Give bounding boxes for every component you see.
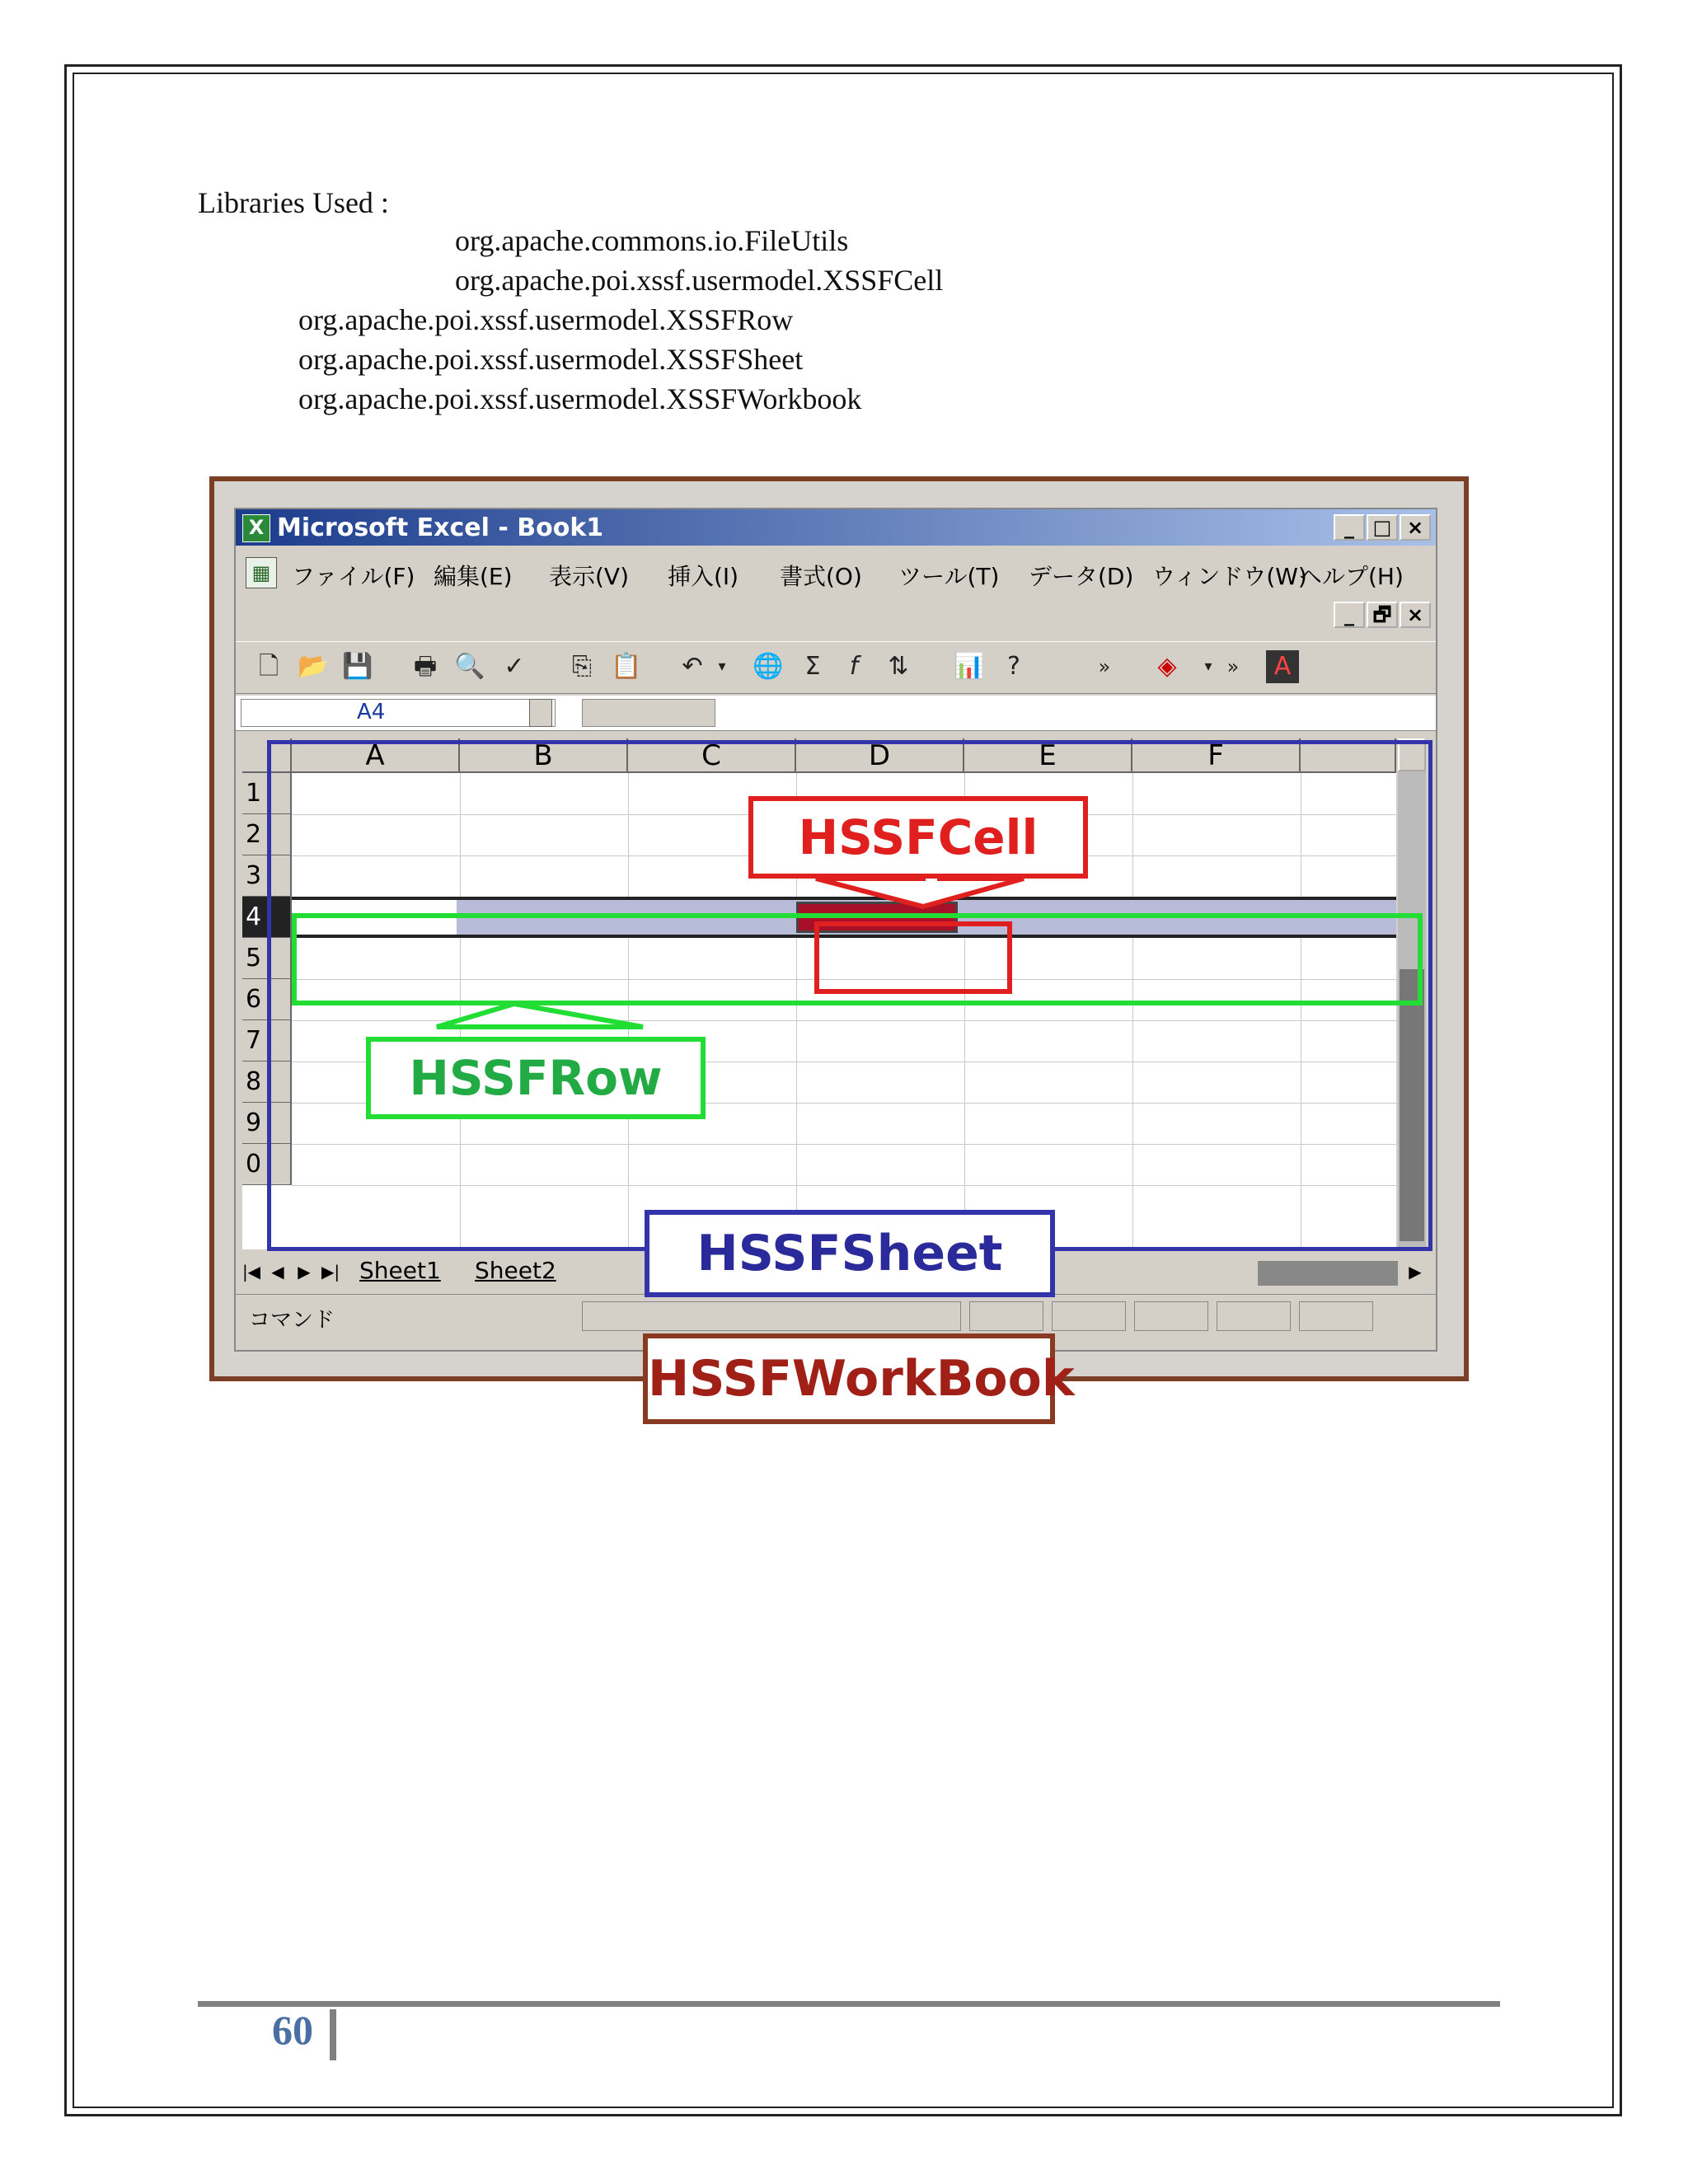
library-item: org.apache.poi.xssf.usermodel.XSSFSheet (298, 343, 804, 376)
undo-dropdown-icon[interactable]: ▾ (718, 658, 726, 675)
menu-help[interactable]: ヘルプ(H) (1299, 563, 1404, 590)
prev-sheet-icon[interactable]: ◀ (271, 1262, 284, 1282)
more-buttons-2-icon[interactable]: » (1226, 655, 1240, 678)
scroll-right-icon[interactable]: ▶ (1409, 1262, 1422, 1282)
row-callout-arrow (437, 1004, 643, 1027)
row-header[interactable]: 6 (242, 979, 292, 1020)
library-item: org.apache.poi.xssf.usermodel.XSSFWorkbook (298, 382, 862, 415)
function-icon[interactable]: f (849, 652, 859, 681)
menu-insert[interactable]: 挿入(I) (668, 563, 739, 590)
new-icon[interactable]: 🗋 (258, 652, 279, 681)
print-preview-icon[interactable]: 🔍 (454, 652, 485, 681)
library-item: org.apache.commons.io.FileUtils (455, 224, 849, 257)
more-buttons-icon[interactable]: » (1098, 655, 1111, 678)
workbook-restore-button[interactable]: 🗗 (1367, 602, 1398, 628)
row-header-selected[interactable]: 4 (242, 897, 292, 938)
row-header[interactable]: 3 (242, 855, 292, 897)
hssfcell-label: HSSFCell (748, 796, 1088, 879)
help-icon[interactable]: ? (1007, 652, 1020, 681)
menu-tools[interactable]: ツール(T) (898, 563, 1000, 590)
row-header[interactable]: 9 (242, 1103, 292, 1144)
autosum-icon[interactable]: Σ (804, 652, 821, 681)
library-item: org.apache.poi.xssf.usermodel.XSSFRow (298, 303, 794, 336)
row-header[interactable]: 8 (242, 1062, 292, 1103)
menu-window[interactable]: ウィンドウ(W) (1152, 563, 1307, 590)
menu-data[interactable]: データ(D) (1029, 563, 1134, 590)
next-sheet-icon[interactable]: ▶ (298, 1262, 311, 1282)
sheet-tab-1[interactable]: Sheet1 (359, 1257, 441, 1284)
workbook-minimize-button[interactable]: _ (1334, 602, 1365, 628)
copy-icon[interactable]: ⎘ (572, 652, 592, 681)
spelling-icon[interactable]: ✓ (504, 652, 525, 681)
close-button[interactable]: × (1400, 514, 1431, 541)
workbook-icon[interactable]: ▦ (246, 557, 277, 588)
paste-icon[interactable]: 📋 (611, 652, 642, 681)
row-header[interactable]: 5 (242, 938, 292, 979)
fill-color-dropdown-icon[interactable]: ▾ (1204, 658, 1212, 675)
menu-file[interactable]: ファイル(F) (292, 563, 415, 590)
column-header[interactable]: C (628, 738, 796, 773)
fill-color-icon[interactable]: ◈ (1157, 652, 1177, 681)
excel-app-icon: X (242, 514, 270, 542)
hssfsheet-label: HSSFSheet (645, 1210, 1055, 1297)
page-number: 60 (272, 2007, 313, 2053)
library-item: org.apache.poi.xssf.usermodel.XSSFCell (455, 264, 944, 297)
column-header[interactable]: B (460, 738, 628, 773)
name-box[interactable]: A4 (241, 699, 556, 727)
footer-rule (198, 2001, 1500, 2007)
column-header[interactable]: F (1132, 738, 1301, 773)
row-header[interactable]: 7 (242, 1020, 292, 1062)
page-number-divider (330, 2009, 336, 2060)
open-icon[interactable]: 📂 (298, 652, 329, 681)
minimize-button[interactable]: _ (1334, 514, 1365, 541)
menu-view[interactable]: 表示(V) (549, 563, 630, 590)
row-header[interactable]: 1 (242, 773, 292, 814)
hssfrow-label: HSSFRow (366, 1037, 706, 1119)
print-icon[interactable]: 🖶 (413, 652, 438, 681)
column-header[interactable]: E (964, 738, 1132, 773)
libraries-heading: Libraries Used : (198, 186, 389, 219)
row-header[interactable]: 0 (242, 1144, 292, 1185)
hssfworkbook-label: HSSFWorkBook (643, 1333, 1055, 1424)
window-title: Microsoft Excel - Book1 (277, 513, 604, 542)
status-text: コマンド (249, 1308, 335, 1333)
sort-ascending-icon[interactable]: ⇅ (888, 652, 909, 681)
restore-button[interactable]: □ (1367, 514, 1398, 541)
chart-wizard-icon[interactable]: 📊 (954, 652, 985, 681)
save-icon[interactable]: 💾 (342, 652, 373, 681)
column-header[interactable]: D (796, 738, 964, 773)
row-header[interactable]: 2 (242, 814, 292, 855)
first-sheet-icon[interactable]: |◀ (241, 1262, 261, 1282)
workbook-close-button[interactable]: × (1400, 602, 1431, 628)
menu-edit[interactable]: 編集(E) (434, 563, 513, 590)
web-icon[interactable]: 🌐 (753, 652, 784, 681)
column-header[interactable]: A (292, 738, 460, 773)
undo-icon[interactable]: ↶ (682, 652, 703, 681)
last-sheet-icon[interactable]: ▶| (321, 1262, 340, 1282)
sheet-tab-2[interactable]: Sheet2 (475, 1257, 556, 1284)
excel-figure (209, 476, 1470, 1408)
drawing-icon[interactable]: A (1266, 650, 1299, 683)
menu-format[interactable]: 書式(O) (780, 563, 862, 590)
